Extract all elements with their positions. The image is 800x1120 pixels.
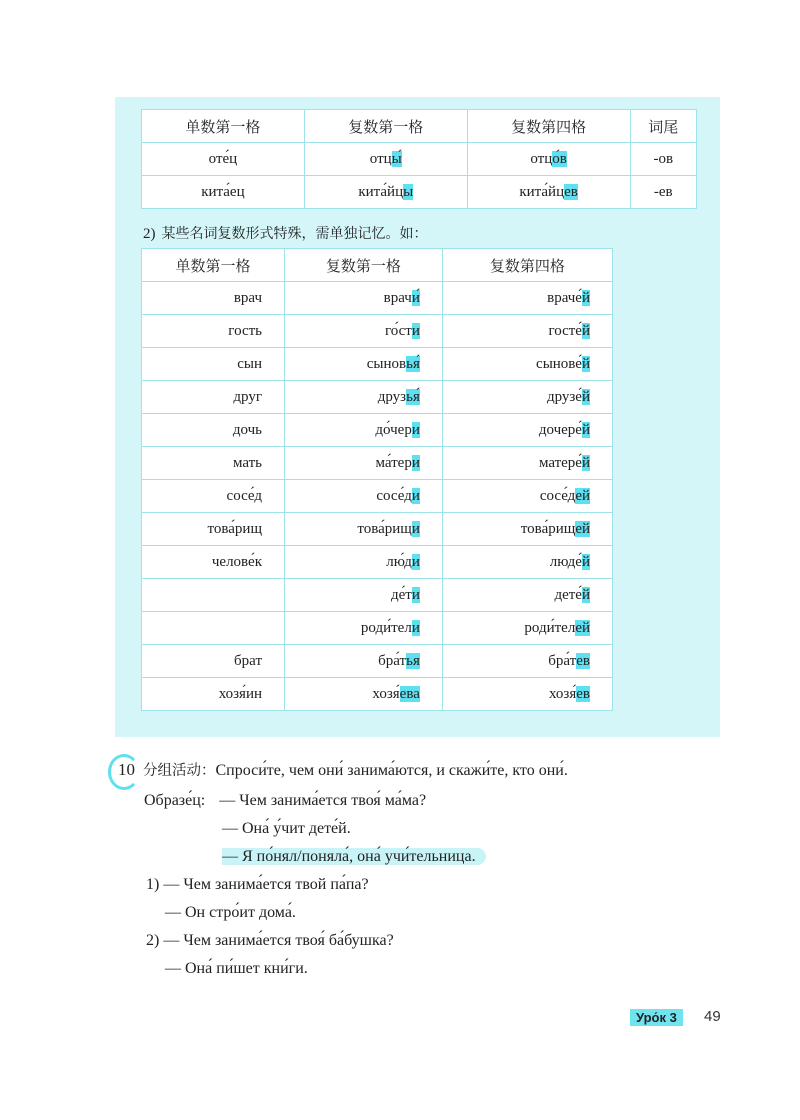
plural-acc-cell (442, 447, 612, 480)
singular-cell: оте́ц (142, 143, 305, 176)
ending-highlight: и (411, 487, 420, 504)
lesson-badge: Уро́к 3 (630, 1009, 683, 1026)
ending-highlight: о́в (552, 150, 567, 167)
item-number: 2) (146, 932, 160, 949)
table-row (142, 447, 613, 480)
stem-text: сосе́д (376, 487, 412, 504)
sample-answer: — Она́ у́чит дете́й. (222, 820, 351, 837)
stem-text: дочере́ (538, 421, 582, 438)
ending-table (141, 109, 697, 209)
singular-cell: сын (142, 348, 285, 381)
note-text: 某些名词复数形式特殊，需单独记忆。如： (161, 226, 428, 242)
plural-acc-cell: отцо́в (467, 143, 630, 176)
header-cell: 复数第一格 (285, 249, 443, 282)
stem-text: бра́т (548, 652, 577, 669)
plural-acc-cell (442, 414, 612, 447)
stem-text: госте́ (548, 322, 582, 339)
singular-cell: сосе́д (142, 480, 285, 513)
stem-text: ма́тер (375, 454, 412, 471)
stem-text: де́т (390, 586, 412, 603)
exercise-title (112, 758, 568, 782)
plural-acc-cell (442, 381, 612, 414)
singular-cell: друг (142, 381, 285, 414)
table-row (142, 315, 613, 348)
singular-cell (142, 579, 285, 612)
question-text: — Чем занима́ется твой па́па? (163, 876, 369, 893)
ending-highlight: ей (575, 520, 590, 537)
ending-highlight: и (411, 322, 420, 339)
ending-highlight: й (581, 355, 590, 372)
plural-nom-cell: кита́йцы (304, 176, 467, 209)
table-row (142, 176, 697, 209)
ending-highlight: ы (403, 183, 414, 200)
ending-highlight: и (411, 454, 420, 471)
stem-text: роди́тел (360, 619, 412, 636)
plural-nom-cell (285, 612, 443, 645)
ending-highlight: ья́ (406, 388, 420, 405)
stem-text: друзе́ (546, 388, 582, 405)
header-cell: 复数第一格 (304, 110, 467, 143)
plural-nom-cell (285, 414, 443, 447)
sample-conclusion (222, 848, 486, 866)
singular-cell: брат (142, 645, 285, 678)
stem-text: роди́тел (524, 619, 576, 636)
ending-highlight: ей (575, 619, 590, 636)
plural-nom-cell (285, 315, 443, 348)
sample-label: Образе́ц: (144, 792, 206, 809)
ending-highlight: ья (406, 652, 420, 669)
item-number: 1) (146, 876, 160, 893)
ending-highlight: и (411, 520, 420, 537)
ending-highlight: и (411, 619, 420, 636)
table-row (142, 612, 613, 645)
stem-text: дете́ (554, 586, 582, 603)
item-question (146, 876, 369, 894)
table-row (142, 579, 613, 612)
table-row (142, 348, 613, 381)
header-cell: 单数第一格 (142, 249, 285, 282)
note-line (143, 223, 428, 243)
stem-text: враче́ (547, 289, 582, 306)
plural-acc-cell (442, 546, 612, 579)
stem-text: хозя́ (548, 685, 577, 702)
singular-cell: кита́ец (142, 176, 305, 209)
ending-highlight: ев (564, 183, 578, 200)
ending-cell: -ев (630, 176, 696, 209)
stem-text: до́чер (375, 421, 412, 438)
ending-cell: -ов (630, 143, 696, 176)
header-cell: 单数第一格 (142, 110, 305, 143)
plural-acc-cell (442, 579, 612, 612)
singular-cell: мать (142, 447, 285, 480)
table-body (142, 282, 613, 711)
table-row (142, 381, 613, 414)
header-cell: 复数第四格 (467, 110, 630, 143)
stem-text: друз (377, 388, 407, 405)
plural-acc-cell (442, 480, 612, 513)
ending-highlight: ей (575, 487, 590, 504)
sample-question: — Чем занима́ется твоя́ ма́ма? (219, 792, 427, 809)
plural-nom-cell (285, 480, 443, 513)
item-answer: — Она́ пи́шет кни́ги. (165, 960, 308, 977)
plural-acc-cell (442, 348, 612, 381)
ending-highlight: ев (576, 652, 590, 669)
plural-acc-cell (442, 513, 612, 546)
stem-text: хозя́ (372, 685, 400, 702)
stem-text: сынове́ (536, 355, 582, 372)
table-row (142, 414, 613, 447)
stem-text: сынов (366, 355, 407, 372)
ending-highlight: й (581, 322, 590, 339)
table-row (142, 513, 613, 546)
stem-text: люде́ (549, 553, 582, 570)
stem-text: лю́д (386, 553, 412, 570)
ending-highlight: й (581, 289, 590, 306)
stem-text: матере́ (538, 454, 582, 471)
ending-highlight: й (581, 421, 590, 438)
plural-acc-cell (442, 315, 612, 348)
singular-cell: това́рищ (142, 513, 285, 546)
note-number: 2) (143, 226, 156, 242)
ending-highlight: ева (399, 685, 420, 702)
stem-text: сосе́д (539, 487, 576, 504)
plural-nom-cell (285, 381, 443, 414)
table-row (142, 143, 697, 176)
header-cell: 词尾 (630, 110, 696, 143)
singular-cell: гость (142, 315, 285, 348)
table-row (142, 546, 613, 579)
plural-nom-cell (285, 546, 443, 579)
singular-cell: челове́к (142, 546, 285, 579)
ending-highlight: и́ (411, 289, 420, 306)
plural-nom-cell (285, 282, 443, 315)
sample-line (144, 792, 426, 810)
item-answer: — Он стро́ит дома́. (165, 904, 296, 921)
header-cell: 复数第四格 (442, 249, 612, 282)
highlighted-answer: — Я по́нял/поняла́, она́ учи́тельница. (222, 848, 486, 865)
stem-text: бра́т (378, 652, 407, 669)
stem-text: това́рищ (357, 520, 412, 537)
plural-nom-cell (285, 678, 443, 711)
singular-cell (142, 612, 285, 645)
table-row (142, 480, 613, 513)
table-header-row (142, 110, 697, 143)
singular-cell: врач (142, 282, 285, 315)
stem-text: врач (383, 289, 412, 306)
plural-acc-cell (442, 282, 612, 315)
plural-nom-cell (285, 513, 443, 546)
plural-nom-cell (285, 645, 443, 678)
exercise-number: 10 (112, 758, 139, 782)
plural-nom-cell (285, 579, 443, 612)
ending-highlight: и (411, 553, 420, 570)
exercise-instruction: Спроси́те, чем они́ занима́ются, и скажи́те, кто они́. (215, 762, 568, 779)
plural-acc-cell (442, 645, 612, 678)
ending-highlight: и (411, 586, 420, 603)
table-row (142, 282, 613, 315)
grammar-panel (115, 97, 720, 737)
plural-acc-cell (442, 678, 612, 711)
plural-nom-cell: отцы́ (304, 143, 467, 176)
exercise-label: 分组活动： (143, 763, 216, 779)
plural-nom-cell (285, 447, 443, 480)
stem-text: това́рищ (520, 520, 576, 537)
ending-highlight: й (581, 586, 590, 603)
ending-highlight: й (581, 553, 590, 570)
ending-highlight: й (581, 388, 590, 405)
plural-nom-cell (285, 348, 443, 381)
ending-highlight: ев (576, 685, 590, 702)
singular-cell: дочь (142, 414, 285, 447)
question-text: — Чем занима́ется твоя́ ба́бушка? (163, 932, 394, 949)
plural-acc-cell (442, 612, 612, 645)
item-question (146, 932, 394, 950)
page-number: 49 (704, 1008, 721, 1025)
ending-highlight: й (581, 454, 590, 471)
ending-highlight: ья́ (406, 355, 420, 372)
ending-highlight: ы́ (391, 150, 402, 167)
stem-text: го́ст (384, 322, 412, 339)
ending-highlight: и (411, 421, 420, 438)
table-header-row (142, 249, 613, 282)
irregular-plural-table (141, 248, 613, 711)
plural-acc-cell: кита́йцев (467, 176, 630, 209)
table-row (142, 678, 613, 711)
table-row (142, 645, 613, 678)
singular-cell: хозя́ин (142, 678, 285, 711)
